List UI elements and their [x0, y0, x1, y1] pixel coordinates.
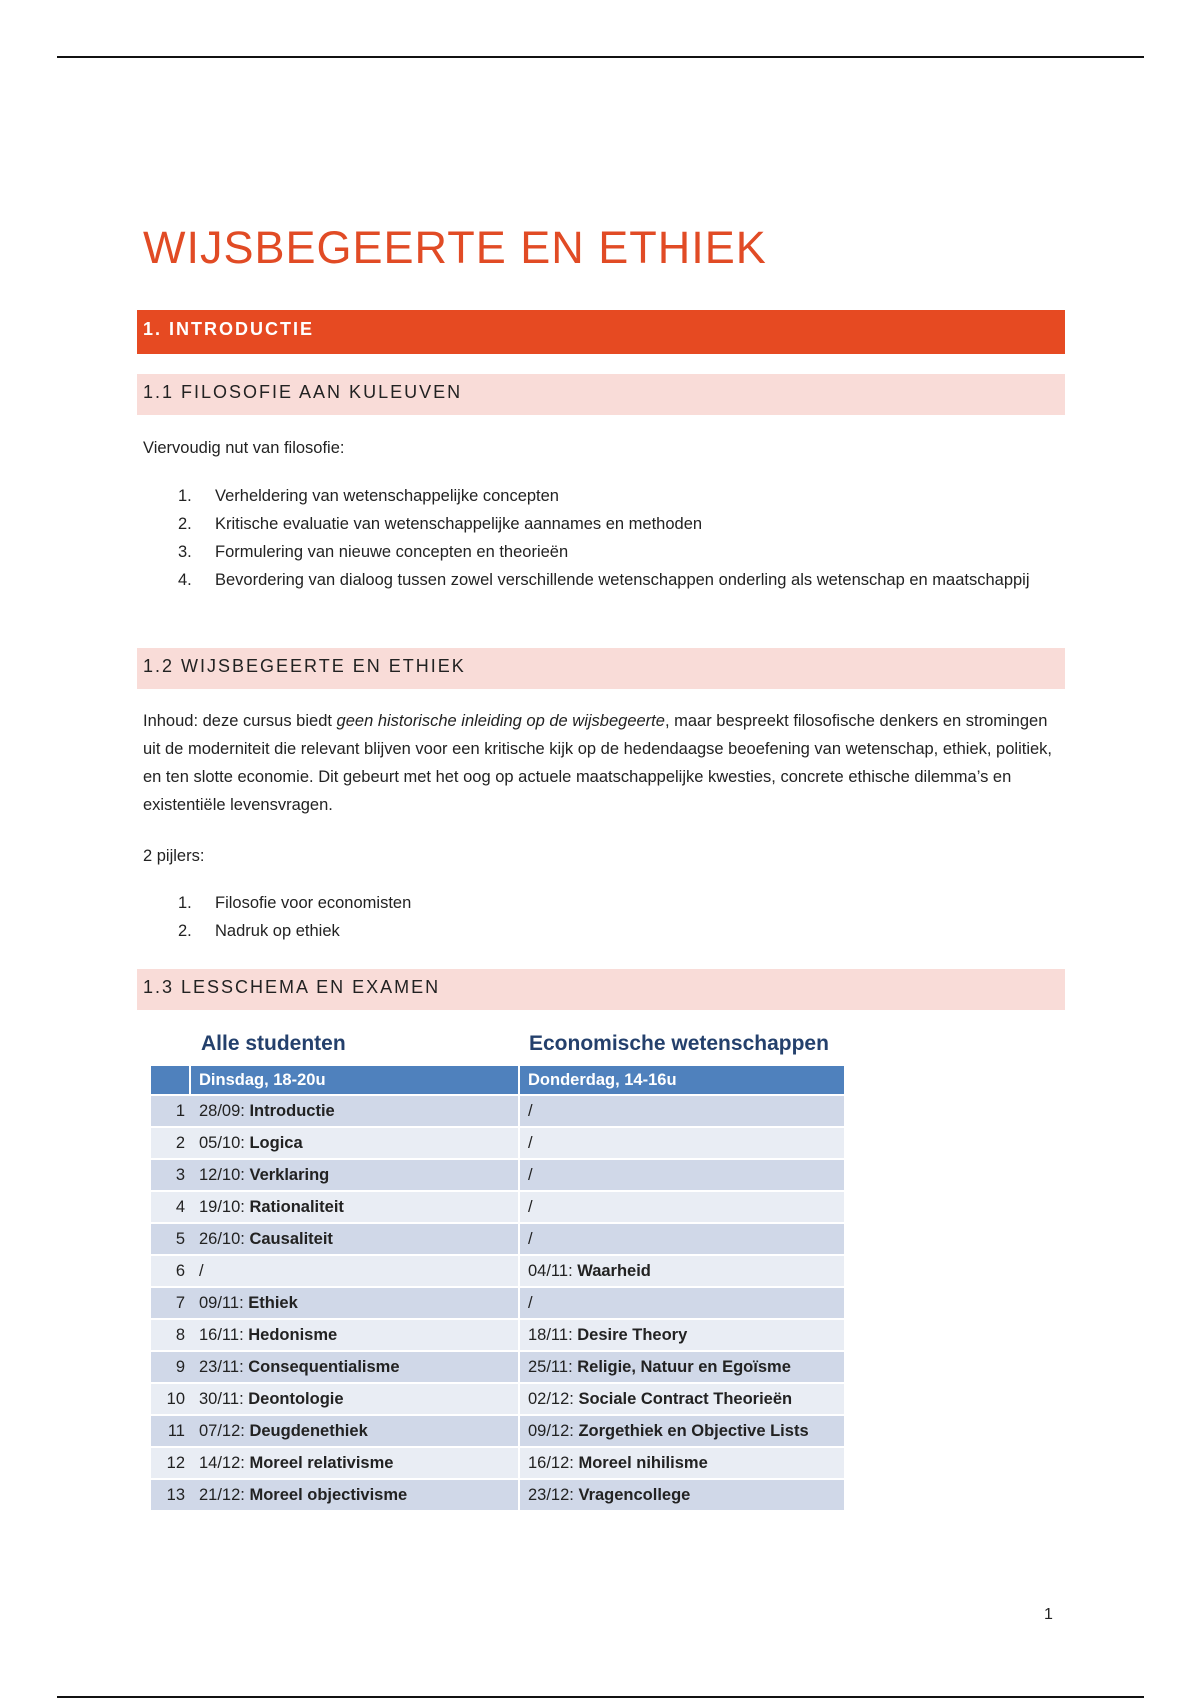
- cell-date: 16/12:: [528, 1454, 579, 1472]
- cell-economische-wetenschappen: [520, 1160, 844, 1190]
- cell-economische-wetenschappen: [520, 1224, 844, 1254]
- cell-alle-studenten: [191, 1256, 518, 1286]
- cell-date: 28/09:: [199, 1102, 250, 1120]
- list-item-text: Filosofie voor economisten: [215, 894, 412, 912]
- cell-alle-studenten: [191, 1128, 518, 1158]
- cell-date: /: [528, 1198, 533, 1216]
- cell-date: /: [528, 1166, 533, 1184]
- cell-date: 30/11:: [199, 1390, 249, 1408]
- row-number: 5: [151, 1224, 191, 1254]
- table-row: [151, 1448, 844, 1480]
- cell-alle-studenten: [191, 1384, 518, 1414]
- list-item: [160, 890, 1040, 916]
- row-number: 9: [151, 1352, 191, 1382]
- table-row: [151, 1288, 844, 1320]
- cell-topic: Religie, Natuur en Egoïsme: [577, 1358, 791, 1376]
- subsection-heading-1-2: 1.2 WIJSBEGEERTE EN ETHIEK: [137, 648, 1065, 689]
- row-number: 1: [151, 1096, 191, 1126]
- table-row: [151, 1192, 844, 1224]
- cell-alle-studenten: [191, 1352, 518, 1382]
- list-item-number: 2.: [178, 922, 192, 940]
- row-number: 11: [151, 1416, 191, 1446]
- list-item: [160, 539, 1040, 565]
- cell-topic: Logica: [249, 1134, 303, 1152]
- page-number: 1: [1044, 1606, 1053, 1623]
- list-item: [160, 918, 1040, 944]
- cell-date: 04/11:: [528, 1262, 578, 1280]
- cell-alle-studenten: [191, 1448, 518, 1478]
- list-item-text: Bevordering van dialoog tussen zowel verschillende wetenschappen onderling als wetenschap en maatschappij: [215, 571, 1030, 589]
- cell-date: /: [528, 1102, 533, 1120]
- cell-topic: Verklaring: [249, 1166, 330, 1184]
- row-number: 12: [151, 1448, 191, 1478]
- s11-list: [160, 483, 1040, 595]
- row-number: 10: [151, 1384, 191, 1414]
- cell-date: 09/12:: [528, 1422, 579, 1440]
- schedule-body: [151, 1096, 844, 1512]
- cell-date: 12/10:: [199, 1166, 250, 1184]
- cell-topic: Causaliteit: [249, 1230, 333, 1248]
- list-item-number: 4.: [178, 571, 192, 589]
- cell-economische-wetenschappen: [520, 1096, 844, 1126]
- cell-topic: Ethiek: [248, 1294, 298, 1312]
- cell-date: 18/11:: [528, 1326, 578, 1344]
- cell-economische-wetenschappen: [520, 1256, 844, 1286]
- cell-alle-studenten: [191, 1480, 518, 1510]
- cell-topic: Moreel nihilisme: [578, 1454, 708, 1472]
- cell-topic: Rationaliteit: [249, 1198, 344, 1216]
- table-row: [151, 1160, 844, 1192]
- cell-alle-studenten: [191, 1416, 518, 1446]
- row-number: 3: [151, 1160, 191, 1190]
- cell-alle-studenten: [191, 1096, 518, 1126]
- header-rule: [57, 56, 1144, 58]
- row-number: 4: [151, 1192, 191, 1222]
- table-row: [151, 1096, 844, 1128]
- s12-pillars-intro: 2 pijlers:: [143, 847, 205, 865]
- cell-alle-studenten: [191, 1192, 518, 1222]
- schedule-header-num: [151, 1066, 189, 1094]
- s12-para-pre: Inhoud: deze cursus biedt: [143, 712, 337, 730]
- row-number: 13: [151, 1480, 191, 1510]
- table-row: [151, 1416, 844, 1448]
- subsection-heading-1-1: 1.1 FILOSOFIE AAN KULEUVEN: [137, 374, 1065, 415]
- list-item-number: 3.: [178, 543, 192, 561]
- cell-topic: Deugdenethiek: [249, 1422, 368, 1440]
- row-number: 6: [151, 1256, 191, 1286]
- s11-intro: Viervoudig nut van filosofie:: [143, 439, 345, 457]
- schedule-column-titles: [151, 1028, 844, 1066]
- table-row: [151, 1256, 844, 1288]
- cell-economische-wetenschappen: [520, 1320, 844, 1350]
- section-heading-introductie: 1. INTRODUCTIE: [137, 310, 1065, 354]
- cell-alle-studenten: [191, 1160, 518, 1190]
- s12-pillars-list: [160, 890, 1040, 946]
- document-title: WIJSBEGEERTE EN ETHIEK: [143, 222, 767, 273]
- cell-topic: Waarheid: [577, 1262, 651, 1280]
- list-item: [160, 567, 1040, 593]
- cell-date: 23/12:: [528, 1486, 579, 1504]
- list-item-text: Formulering van nieuwe concepten en theorieën: [215, 543, 569, 561]
- cell-topic: Vragencollege: [578, 1486, 691, 1504]
- cell-topic: Moreel relativisme: [249, 1454, 394, 1472]
- cell-date: /: [199, 1262, 204, 1280]
- subsection-heading-1-3: 1.3 LESSCHEMA EN EXAMEN: [137, 969, 1065, 1010]
- cell-topic: Zorgethiek en Objective Lists: [578, 1422, 809, 1440]
- cell-date: 26/10:: [199, 1230, 250, 1248]
- table-row: [151, 1224, 844, 1256]
- cell-alle-studenten: [191, 1320, 518, 1350]
- cell-date: /: [528, 1134, 533, 1152]
- cell-date: 05/10:: [199, 1134, 250, 1152]
- row-number: 2: [151, 1128, 191, 1158]
- list-item-number: 1.: [178, 487, 192, 505]
- cell-date: /: [528, 1230, 533, 1248]
- cell-date: 02/12:: [528, 1390, 579, 1408]
- list-item: [160, 483, 1040, 509]
- cell-date: 16/11:: [199, 1326, 249, 1344]
- table-row: [151, 1128, 844, 1160]
- row-number: 7: [151, 1288, 191, 1318]
- table-row: [151, 1480, 844, 1512]
- cell-economische-wetenschappen: [520, 1384, 844, 1414]
- cell-date: 09/11:: [199, 1294, 249, 1312]
- cell-topic: Deontologie: [248, 1390, 344, 1408]
- row-number: 8: [151, 1320, 191, 1350]
- footer-rule: [57, 1696, 1144, 1698]
- cell-economische-wetenschappen: [520, 1128, 844, 1158]
- schedule-col2-title: Economische wetenschappen: [529, 1032, 829, 1055]
- cell-economische-wetenschappen: [520, 1480, 844, 1510]
- cell-alle-studenten: [191, 1288, 518, 1318]
- cell-economische-wetenschappen: [520, 1416, 844, 1446]
- cell-date: 25/11:: [528, 1358, 578, 1376]
- cell-date: 14/12:: [199, 1454, 250, 1472]
- table-row: [151, 1320, 844, 1352]
- s12-paragraph: [143, 707, 1063, 819]
- list-item-text: Kritische evaluatie van wetenschappelijke aannames en methoden: [215, 515, 703, 533]
- s12-para-emphasis: geen historische inleiding op de wijsbegeerte: [336, 712, 665, 730]
- cell-alle-studenten: [191, 1224, 518, 1254]
- list-item-text: Nadruk op ethiek: [215, 922, 340, 940]
- cell-topic: Hedonisme: [248, 1326, 338, 1344]
- cell-date: 07/12:: [199, 1422, 250, 1440]
- cell-economische-wetenschappen: [520, 1192, 844, 1222]
- cell-topic: Introductie: [249, 1102, 335, 1120]
- cell-topic: Consequentialisme: [248, 1358, 400, 1376]
- list-item-text: Verheldering van wetenschappelijke concepten: [215, 487, 559, 505]
- cell-date: /: [528, 1294, 533, 1312]
- table-row: [151, 1384, 844, 1416]
- lesson-schedule-table: [151, 1028, 844, 1512]
- cell-economische-wetenschappen: [520, 1448, 844, 1478]
- list-item-number: 2.: [178, 515, 192, 533]
- cell-topic: Desire Theory: [577, 1326, 688, 1344]
- schedule-header-day2: Donderdag, 14-16u: [520, 1066, 844, 1094]
- cell-economische-wetenschappen: [520, 1352, 844, 1382]
- s12-para-post: , maar bespreekt filosofische denkers en stromingen uit de moderniteit die relevant blijven voor een kritische kijk op de hedendaagse beoefening van wetenschap, ethiek, politiek, en ten slotte economie. Dit gebeurt met het oog op actuele maatschappelijke kwesties, concrete ethische dilemma’s en existentiële levensvragen.: [143, 712, 1052, 814]
- list-item-number: 1.: [178, 894, 192, 912]
- schedule-header-row: [151, 1066, 844, 1096]
- cell-date: 21/12:: [199, 1486, 250, 1504]
- cell-economische-wetenschappen: [520, 1288, 844, 1318]
- schedule-col1-title: Alle studenten: [201, 1032, 346, 1055]
- cell-topic: Sociale Contract Theorieën: [578, 1390, 793, 1408]
- schedule-header-day1: Dinsdag, 18-20u: [191, 1066, 518, 1094]
- cell-topic: Moreel objectivisme: [249, 1486, 408, 1504]
- cell-date: 23/11:: [199, 1358, 249, 1376]
- cell-date: 19/10:: [199, 1198, 250, 1216]
- table-row: [151, 1352, 844, 1384]
- list-item: [160, 511, 1040, 537]
